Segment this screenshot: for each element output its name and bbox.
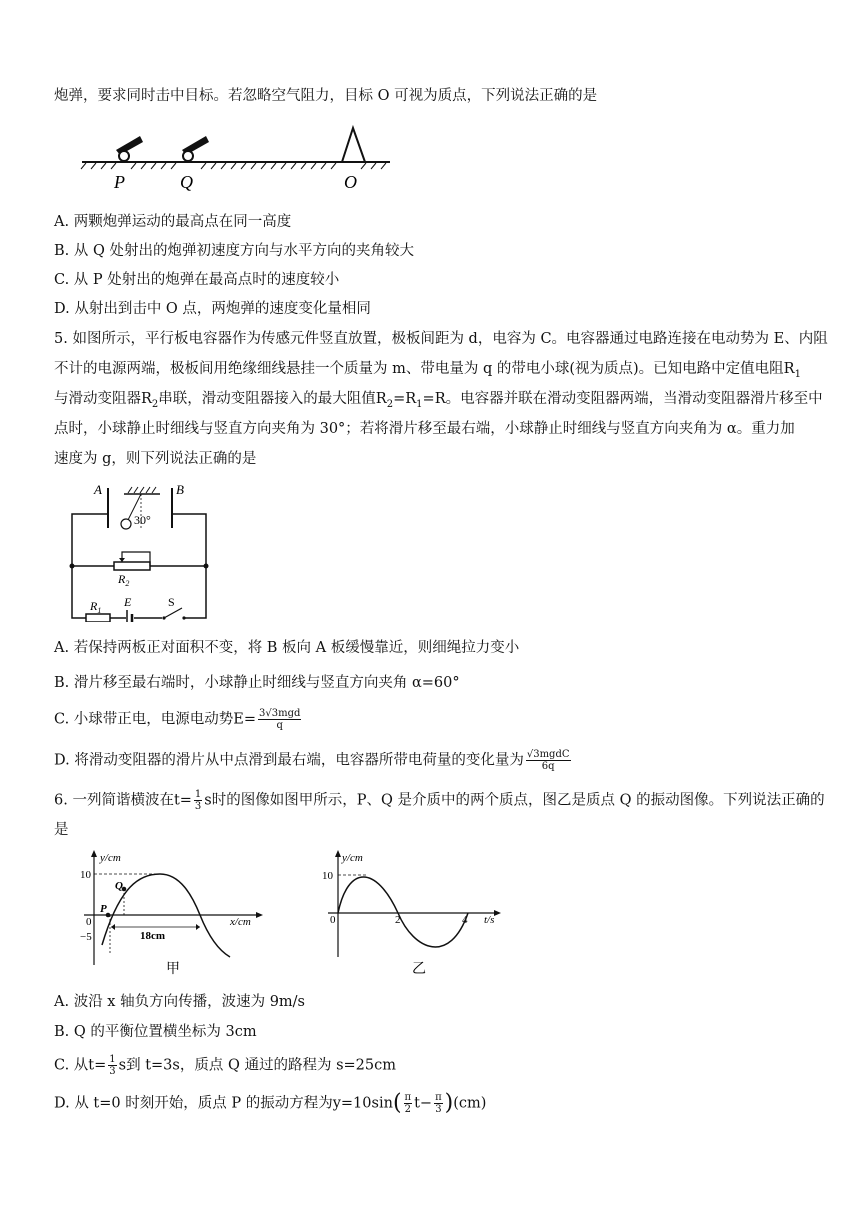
q5-option-d: D. 将滑动变阻器的滑片从中点滑到最右端，电容器所带电荷量的变化量为 $\frac{\text{√3mgdC}}{6q}$: [54, 749, 570, 772]
label-p: P: [114, 172, 125, 192]
angle-label: 30°: [134, 513, 151, 527]
yi-x2: 2: [395, 914, 401, 926]
jia-span-label: 18cm: [140, 930, 166, 942]
circuit-figure: [66, 480, 216, 622]
label-q: Q: [180, 172, 193, 192]
q5-line-5: 速度为 g，则下列说法正确的是: [54, 451, 257, 467]
q6-option-b: B. Q 的平衡位置横坐标为 3cm: [54, 1024, 257, 1040]
q5-line-3: 与滑动变阻器$R_2$串联，滑动变阻器接入的最大阻值$R_2=R_1=R$。电容器并联在滑动变阻器两端，当滑动变阻器滑片移至中: [54, 391, 823, 410]
q4-stem: 炮弹，要求同时击中目标。若忽略空气阻力，目标 O 可视为质点，下列说法正确的是: [54, 88, 598, 104]
cannon-p-icon: [116, 136, 143, 161]
charged-ball: [121, 519, 131, 529]
q4-option-a: A. 两颗炮弹运动的最高点在同一高度: [54, 214, 292, 230]
cannon-figure: [80, 122, 400, 194]
r2-label: $R_2$: [118, 572, 130, 588]
r1-label: $R_1$: [90, 599, 102, 615]
q5-line-2: 不计的电源两端，极板间用绝缘细线悬挂一个质量为 m、带电量为 q 的带电小球(视为质点)。已知电路中定值电阻$R_1$: [54, 361, 801, 380]
jia-q-label: Q: [115, 880, 123, 892]
q6-line-2: 是: [54, 822, 69, 838]
q5-option-a: A. 若保持两板正对面积不变，将 B 板向 A 板缓慢靠近，则细绳拉力变小: [54, 640, 520, 656]
jia-yzero: 0: [86, 916, 92, 928]
resistor-r2: [114, 562, 150, 570]
cannon-q-icon: [182, 136, 209, 161]
jia-ylabel: y/cm: [100, 852, 121, 864]
yi-caption: 乙: [412, 962, 426, 977]
resistor-r1: [86, 614, 110, 622]
q6-option-d: D. 从 t=0 时刻开始，质点 P 的振动方程为y=10sin( $\frac{\pi}{2}$ t− $\frac{\pi}{3}$ )(cm): [54, 1090, 487, 1116]
q5-line-1: 5. 如图所示，平行板电容器作为传感元件竖直放置，极板间距为 d，电容为 C。电容器通过电路连接在电动势为 E、内阻: [54, 331, 828, 347]
yi-ylabel: y/cm: [342, 852, 363, 864]
yi-xlabel: t/s: [484, 914, 495, 926]
q5-option-c: C. 小球带正电，电源电动势E= $\frac{\text{3√3mgd}}{q}$: [54, 708, 301, 731]
q4-option-c: C. 从 P 处射出的炮弹在最高点时的速度较小: [54, 272, 340, 288]
jia-p-label: P: [100, 903, 107, 915]
jia-xlabel: x/cm: [230, 916, 251, 928]
e-label: E: [124, 595, 132, 609]
target-o-icon: [342, 128, 365, 162]
s-label: S: [168, 595, 175, 609]
yi-x4: 4: [462, 914, 468, 926]
plate-a-label: A: [94, 482, 102, 497]
vibration-graph-yi: [318, 845, 508, 980]
label-o: O: [344, 172, 357, 192]
q6-option-c: C. 从t= $\frac{1}{3}$ s到 t=3s，质点 Q 通过的路程为 s=25cm: [54, 1054, 396, 1077]
q6-option-a: A. 波沿 x 轴负方向传播，波速为 9m/s: [54, 994, 305, 1010]
jia-caption: 甲: [166, 962, 180, 977]
q6-line-1: 6. 一列简谐横波在t= $\frac{1}{3}$ s时的图像如图甲所示，P、Q 是介质中的两个质点，图乙是质点 Q 的振动图像。下列说法正确的: [54, 789, 825, 812]
q5-option-b: B. 滑片移至最右端时，小球静止时细线与竖直方向夹角 α=60°: [54, 675, 460, 691]
jia-ytop: 10: [80, 869, 91, 881]
yi-xzero: 0: [330, 914, 336, 926]
yi-ytop: 10: [322, 870, 333, 882]
plate-b-label: B: [176, 482, 184, 497]
q4-option-d: D. 从射出到击中 O 点，两炮弹的速度变化量相同: [54, 301, 371, 317]
yi-wave-curve: [338, 877, 468, 947]
wave-graph-jia: [80, 845, 270, 980]
jia-ybottom: −5: [80, 931, 92, 943]
q5-line-4: 点时，小球静止时细线与竖直方向夹角为 30°；若将滑片移至最右端，小球静止时细线与竖直方向夹角为 α。重力加: [54, 421, 795, 437]
q4-option-b: B. 从 Q 处射出的炮弹初速度方向与水平方向的夹角较大: [54, 243, 414, 259]
